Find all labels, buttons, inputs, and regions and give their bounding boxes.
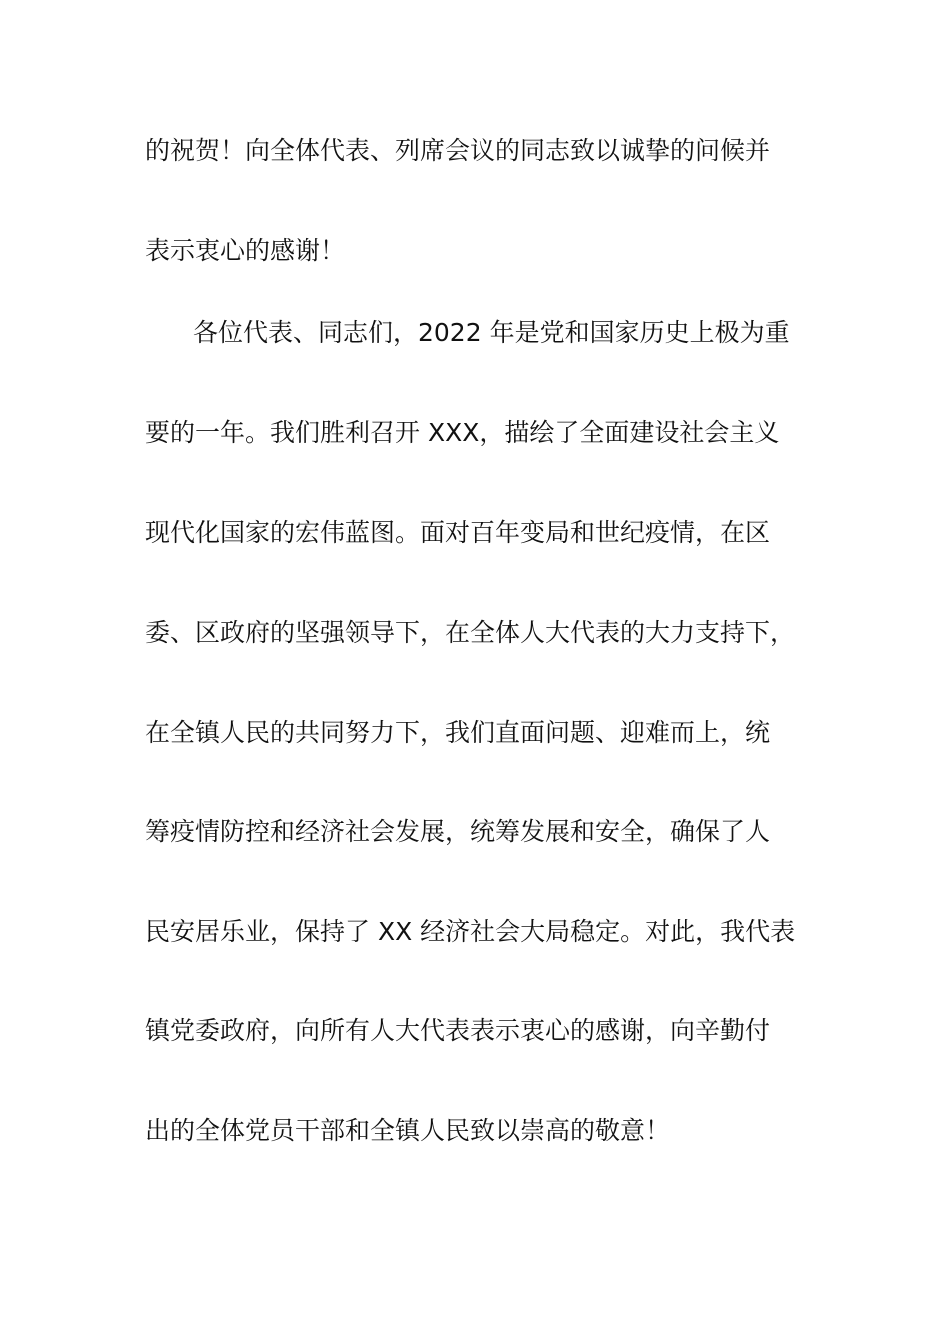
- text-line: 镇党委政府，向所有人大代表表示衷心的感谢，向辛勤付: [145, 1016, 771, 1045]
- text-line: 在全镇人民的共同努力下，我们直面问题、迎难而上，统: [145, 718, 771, 747]
- paragraph-first-line: 各位代表、同志们，2022 年是党和国家历史上极为重: [193, 318, 790, 347]
- text-line: 要的一年。我们胜利召开 XXX，描绘了全面建设社会主义: [145, 418, 780, 447]
- text-line: 的祝贺！向全体代表、列席会议的同志致以诚挚的问候并: [145, 136, 771, 165]
- text-line: 委、区政府的坚强领导下，在全体人大代表的大力支持下，: [145, 618, 796, 647]
- text-line: 表示衷心的感谢！: [145, 236, 346, 265]
- text-line: 民安居乐业，保持了 XX 经济社会大局稳定。对此，我代表: [145, 917, 796, 946]
- text-line: 筹疫情防控和经济社会发展，统筹发展和安全，确保了人: [145, 817, 771, 846]
- text-line: 出的全体党员干部和全镇人民致以崇高的敬意！: [145, 1116, 671, 1145]
- text-line: 现代化国家的宏伟蓝图。面对百年变局和世纪疫情，在区: [145, 518, 771, 547]
